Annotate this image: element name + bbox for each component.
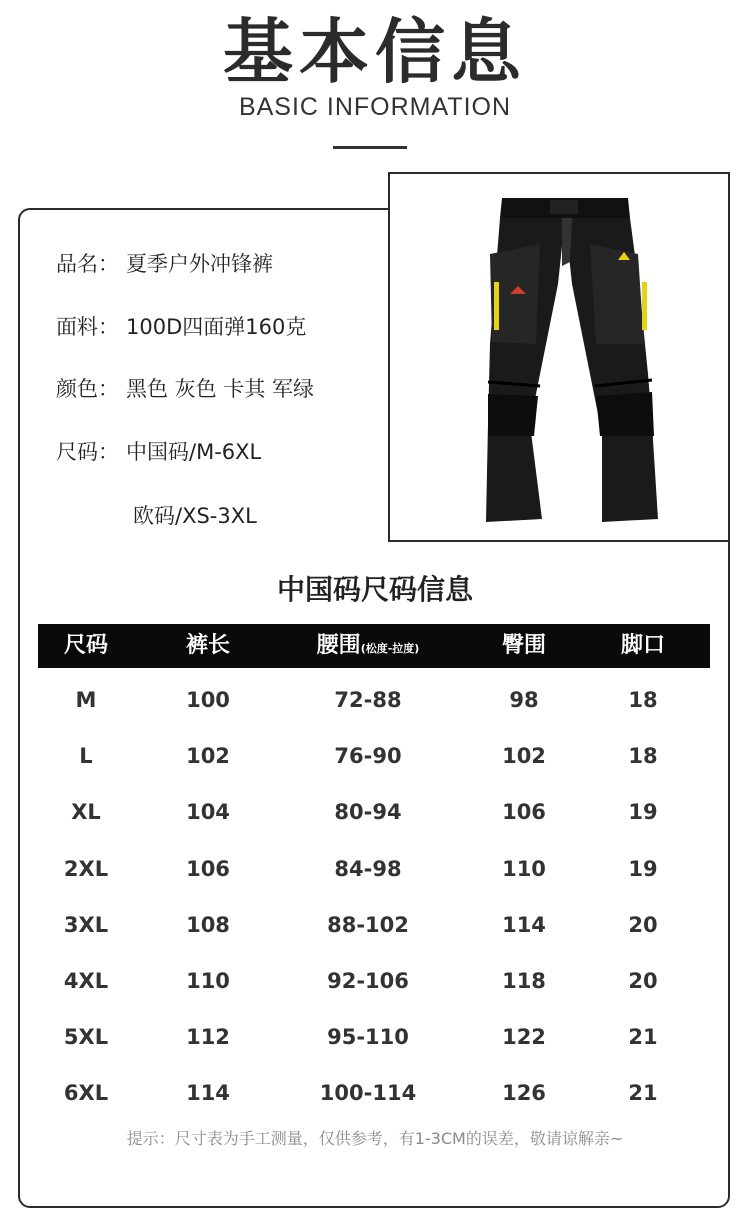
cell-size: 2XL — [63, 856, 109, 881]
header-hem: 脚口 — [620, 633, 666, 658]
cell-size: 4XL — [63, 969, 109, 993]
info-value: 欧码/XS-3XL — [133, 504, 257, 528]
info-row-size-eu — [133, 502, 257, 530]
header-size: 尺码 — [63, 633, 109, 658]
info-value: 中国码/M-6XL — [126, 440, 262, 464]
cell-size: XL — [71, 800, 101, 825]
cell-hip: 98 — [509, 688, 539, 712]
cell-size: 5XL — [63, 1025, 109, 1050]
cell-hem: 21 — [628, 1025, 658, 1050]
cell-size: L — [79, 744, 93, 769]
info-row-fabric — [56, 313, 306, 341]
cell-hem: 20 — [628, 912, 658, 937]
product-photo — [388, 172, 730, 542]
cell-hip: 118 — [502, 969, 546, 993]
info-label: 面料： — [56, 315, 119, 339]
info-row-size — [56, 438, 261, 466]
cell-length: 106 — [186, 856, 230, 881]
cell-length: 112 — [186, 1025, 230, 1050]
cell-waist: 95-110 — [327, 1025, 409, 1050]
cell-hem: 18 — [628, 744, 658, 769]
cell-waist: 88-102 — [327, 912, 409, 937]
cell-hem: 19 — [628, 800, 658, 825]
cell-hip: 122 — [502, 1025, 546, 1050]
info-row-name — [56, 250, 273, 278]
size-table-title: 中国码尺码信息 — [276, 573, 473, 606]
cell-length: 110 — [186, 969, 230, 993]
cell-size: 6XL — [63, 1081, 109, 1106]
page-title: 基本信息 — [223, 11, 527, 93]
table-row — [0, 911, 750, 951]
cell-length: 114 — [186, 1081, 230, 1106]
page-subtitle: BASIC INFORMATION — [238, 93, 512, 121]
info-value: 黑色 灰色 卡其 军绿 — [126, 377, 315, 401]
cell-size: 3XL — [63, 912, 109, 937]
info-label: 颜色： — [56, 377, 119, 401]
table-row — [0, 855, 750, 895]
cell-length: 104 — [186, 800, 230, 825]
cell-hip: 110 — [502, 856, 546, 881]
table-row — [0, 1079, 750, 1119]
cell-length: 102 — [186, 744, 230, 769]
cell-waist: 76-90 — [334, 744, 402, 769]
title-divider — [333, 146, 407, 149]
size-table-header — [38, 624, 710, 668]
table-row — [0, 798, 750, 838]
measurement-note: 提示：尺寸表为手工测量，仅供参考，有1-3CM的误差，敬请谅解亲~ — [126, 1129, 624, 1148]
header-waist — [317, 632, 420, 663]
pants-illustration — [390, 174, 728, 540]
table-row — [0, 686, 750, 726]
cell-length: 100 — [186, 688, 230, 712]
info-value: 100D四面弹160克 — [126, 315, 307, 339]
table-row — [0, 742, 750, 782]
cell-hip: 114 — [502, 912, 546, 937]
header-waist-note: (松度-拉度) — [360, 642, 420, 655]
cell-waist: 100-114 — [319, 1081, 417, 1106]
cell-hem: 18 — [628, 688, 658, 712]
info-label: 尺码： — [56, 440, 119, 464]
cell-hem: 21 — [628, 1081, 658, 1106]
info-label: 品名： — [56, 252, 119, 276]
cell-length: 108 — [186, 912, 230, 937]
cell-hip: 126 — [502, 1081, 546, 1106]
cell-hip: 102 — [502, 744, 546, 769]
header-waist-label: 腰围 — [316, 633, 361, 658]
cell-hem: 19 — [628, 856, 658, 881]
cell-waist: 84-98 — [334, 856, 402, 881]
info-value: 夏季户外冲锋裤 — [126, 252, 273, 276]
header-hip: 臀围 — [501, 633, 547, 658]
cell-waist: 92-106 — [327, 969, 409, 993]
info-row-color — [56, 375, 314, 403]
cell-hem: 20 — [628, 969, 658, 993]
header-length: 裤长 — [185, 633, 231, 658]
cell-size: M — [75, 688, 97, 712]
table-row — [0, 1023, 750, 1063]
cell-waist: 80-94 — [334, 800, 402, 825]
cell-hip: 106 — [502, 800, 546, 825]
table-row — [0, 967, 750, 1007]
cell-waist: 72-88 — [334, 688, 402, 712]
